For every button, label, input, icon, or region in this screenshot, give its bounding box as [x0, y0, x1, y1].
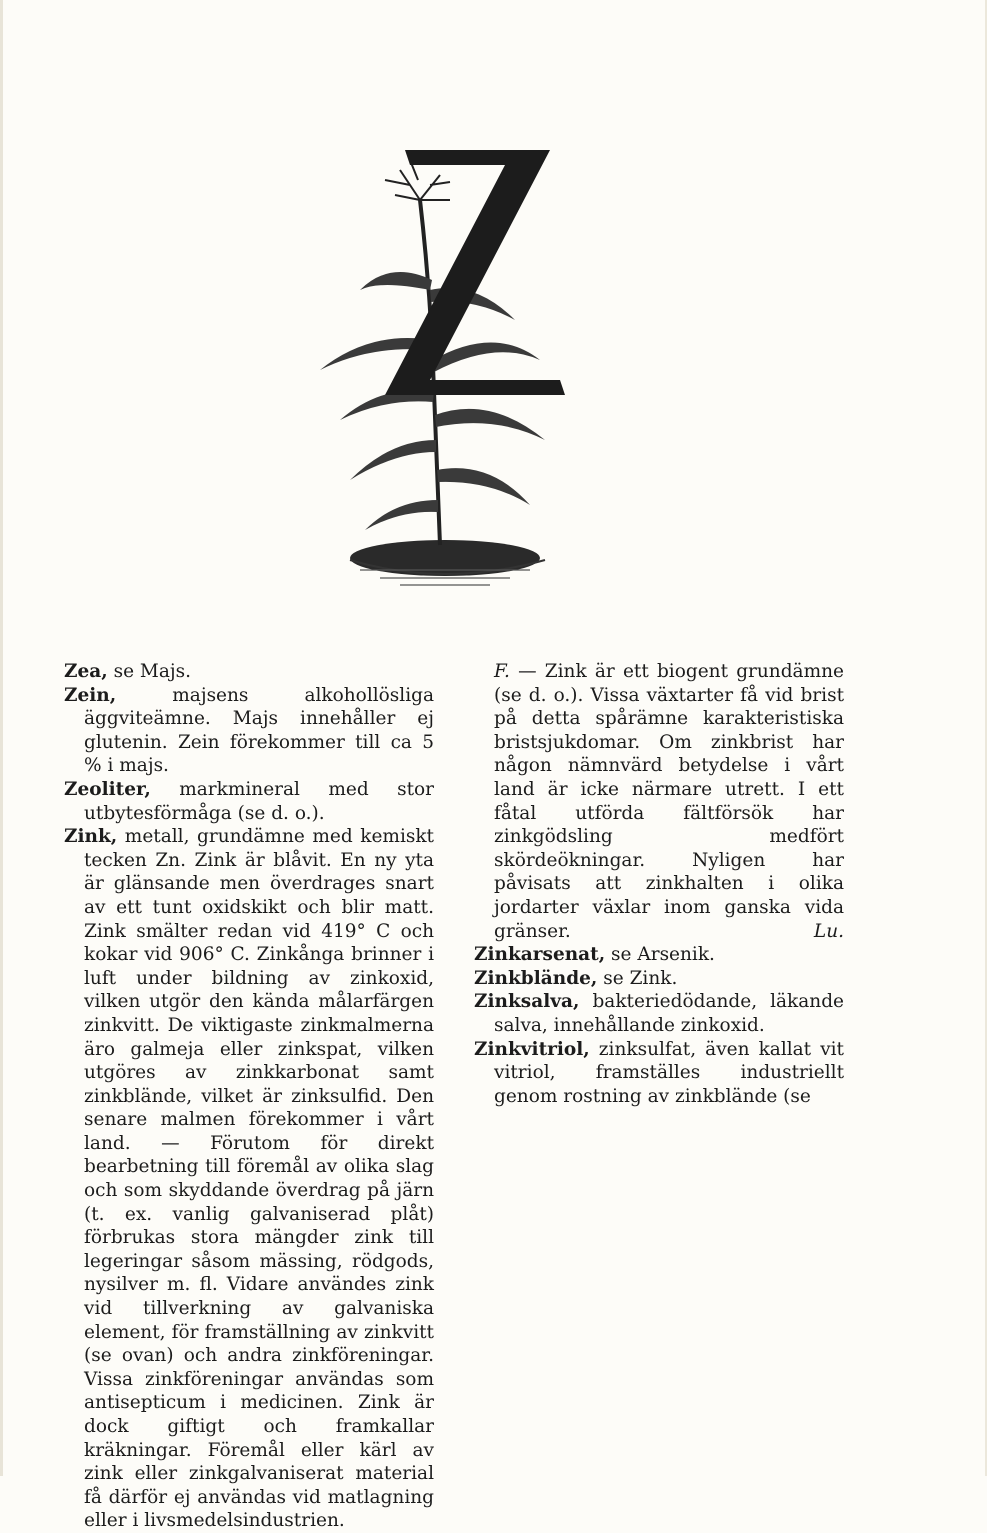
headword: Zein,	[64, 684, 117, 706]
entry-zinkvitriol	[474, 1038, 844, 1109]
headword: Zinkvitriol,	[474, 1038, 590, 1060]
entry-text: majsens alkohollösliga äggviteämne. Majs innehåller ej glutenin. Zein förekommer till ca 5 % i majs.	[84, 684, 434, 777]
entry-text: se Zink.	[597, 967, 678, 989]
entry-zinkarsenat	[474, 943, 844, 967]
headword: Zeoliter,	[64, 778, 151, 800]
entry-text: — Zink är ett biogent grundämne (se d. o.). Vissa växtarter få vid brist på detta spårämne karakteristiska bristsjukdomar. Om zinkbrist har någon nämnvärd betydelse i vårt land är icke närmare utrett. I ett fåtal utförda fältförsök har zinkgödsling medfört skördeökningar. Nyligen har påvisats att zinkhalten i olika jordarter växlar inom ganska vida gränser.	[494, 661, 844, 942]
entry-zea	[64, 660, 434, 684]
headword: Zinkarsenat,	[474, 944, 606, 966]
entry-zinkblande	[474, 967, 844, 991]
author-signature: F.	[494, 661, 510, 682]
article-columns	[64, 660, 844, 1533]
headword: Zinkblände,	[474, 967, 598, 989]
entry-zinksalva	[474, 990, 844, 1037]
entry-text: metall, grundämne med kemiskt tecken Zn. Zink är blåvit. En ny yta är glänsande men överdrages snart av ett tunt oxidskikt och blir matt. Zink smälter redan vid 419° C och kokar vid 906° C. Zinkånga brinner i luft under bildning av zinkoxid, vilken utgör den kända målarfärgen zinkvitt. De viktigaste zinkmalmerna äro galmeja eller zinkspat, vilken utgöres av zinkkarbonat samt zinkblände, vilket är zinksulfid. Den senare malmen förekommer i vårt land. — Förutom för direkt bearbetning till föremål av olika slag och som skyddande överdrag på järn (t. ex. vanlig galvaniserad plåt) förbrukas stora mängder zink till legeringar såsom mässing, rödgods, nysilver m. fl. Vidare användes zink vid tillverkning av galvaniska element, för framställning av zinkvitt (se ovan) och andra zinkföreningar. Vissa zinkföreningar användas som antisepticum i medicinen. Zink är dock giftigt och framkallar kräkningar. Föremål eller kärl av zink eller zinkgalvaniserat material få därför ej användas vid matlagning eller i livsmedelsindustrien.	[84, 826, 434, 1532]
entry-zink-continued	[474, 660, 844, 943]
author-signature: Lu.	[813, 920, 844, 942]
entry-text: bakteriedödande, läkande salva, innehållande zinkoxid.	[494, 991, 844, 1036]
entry-zink	[64, 825, 434, 1533]
entry-text: markmineral med stor utbytesförmåga (se d. o.).	[84, 778, 434, 824]
corn-plant-icon	[300, 140, 580, 610]
initial-letter-illustration	[300, 140, 580, 610]
entry-zein	[64, 684, 434, 778]
headword: Zea,	[64, 661, 108, 682]
left-column	[64, 660, 434, 1533]
right-column	[474, 660, 844, 1533]
entry-text: se Arsenik.	[605, 944, 715, 966]
headword: Zink,	[64, 826, 118, 848]
entry-zeoliter	[64, 778, 434, 825]
headword: Zinksalva,	[474, 991, 580, 1013]
entry-text: se Majs.	[107, 661, 191, 682]
entry-text: zinksulfat, även kallat vit vitriol, framställes industriellt genom rostning av zinkblände (se	[494, 1038, 844, 1107]
